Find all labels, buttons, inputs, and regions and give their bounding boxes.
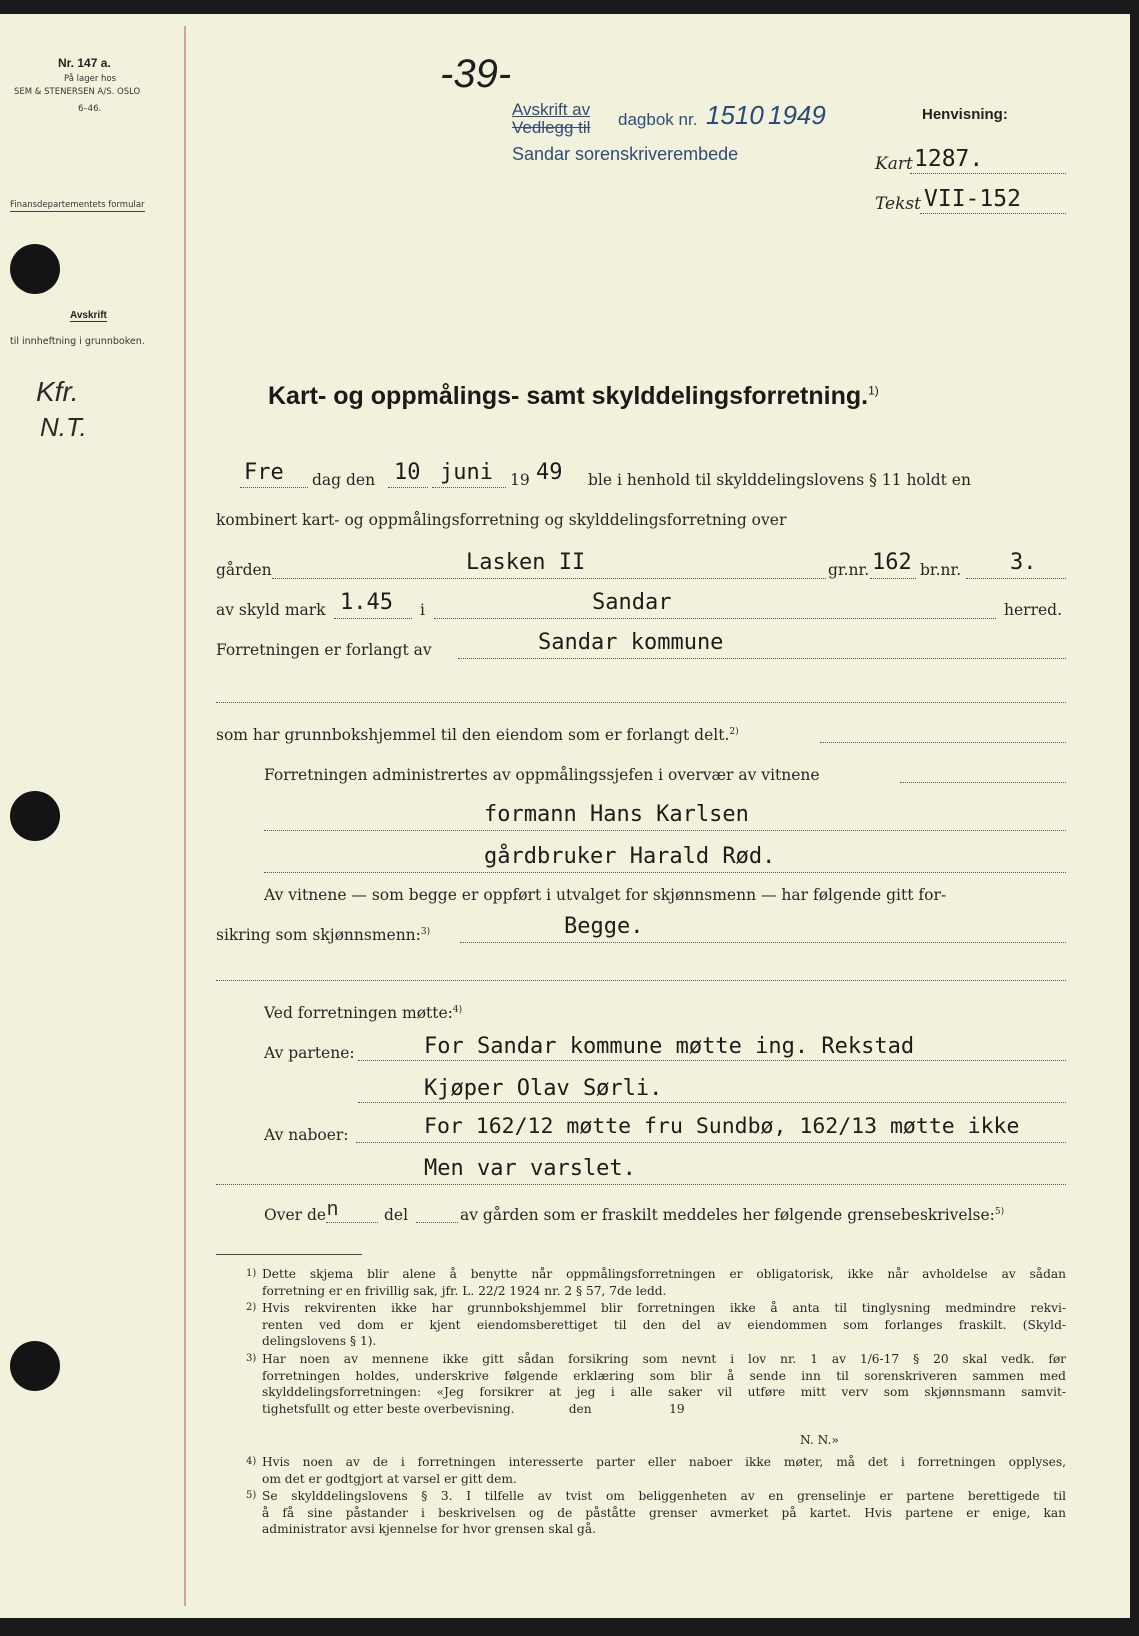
footnote-3-signature-text: N. N.» <box>800 1433 839 1447</box>
present-label-text: Ved forretningen møtte: <box>264 1004 453 1022</box>
publisher-line2: SEM & STENERSEN A/S. OSLO <box>14 87 141 97</box>
farm-label: gården <box>216 561 272 579</box>
administered-fill <box>900 782 1066 783</box>
weekday-prefix: Fre <box>244 460 284 485</box>
grunnbok-fill <box>820 742 1066 743</box>
stamp-struck-a: Avskrift av <box>512 100 591 119</box>
footnote-5 <box>246 1488 1066 1538</box>
stamp-year: 1949 <box>768 100 826 130</box>
month-value: juni <box>440 460 493 485</box>
del-line <box>416 1222 458 1223</box>
reference-heading: Henvisning: <box>922 106 1008 123</box>
brnr-value: 3. <box>1010 550 1037 575</box>
witness-line1: Av vitnene — som begge er oppført i utvalget for skjønnsmenn — har følgende gitt for- <box>264 886 947 904</box>
stamp-journal-label: dagbok nr. <box>618 110 698 129</box>
footnote-1-line2: forretning er en frivillig sak, jfr. L. 22/2 1924 nr. 2 § 57, 7de ledd. <box>262 1283 667 1298</box>
footnote-3-line1: Har noen av mennene ikke gitt sådan forsikring som nevnt i lov nr. 1 av 1/6-17 § 20 skal vedk. før <box>262 1352 1066 1366</box>
neighbours-label: Av naboer: <box>264 1126 349 1144</box>
over-note: 5) <box>994 1206 1005 1217</box>
line2: kombinert kart- og oppmålingsforretning og skylddelingsforretning over <box>216 511 787 529</box>
copy-label: Avskrift <box>70 310 107 321</box>
footnote-3-signature <box>800 1432 880 1449</box>
neighbours2: Men var varslet. <box>424 1156 636 1181</box>
herred-label: herred. <box>1004 601 1062 619</box>
witness-line2 <box>216 926 430 944</box>
sworn-line2 <box>216 980 1066 981</box>
herred-line <box>434 618 996 619</box>
tekst-label: Tekst <box>875 194 921 214</box>
footnote-2-num: 2) <box>246 1302 257 1313</box>
publisher-line1: På lager hos <box>64 74 117 84</box>
parties2: Kjøper Olav Sørli. <box>424 1076 663 1101</box>
witness2-line <box>264 872 1066 873</box>
margin-note-line2: N.T. <box>40 412 87 442</box>
kart-label: Kart <box>875 154 913 174</box>
witness-line2-text: sikring som skjønnsmenn: <box>216 926 421 944</box>
page-number: -39- <box>440 52 512 96</box>
brnr-label: br.nr. <box>920 561 962 579</box>
footnote-3-line2: forretningen holdes, underskrive følgende erklæring som blir å sende inn til sorenskriveren sammen med <box>262 1368 1066 1383</box>
over-rest-text: av gården som er fraskilt meddeles her følgende grensebeskrivelse: <box>460 1206 995 1224</box>
i-label: i <box>420 601 425 619</box>
parties1: For Sandar kommune møtte ing. Rekstad <box>424 1034 915 1059</box>
footnote-3 <box>246 1351 1066 1417</box>
margin-note-line1: Kfr. <box>36 376 79 407</box>
stamp-journal-number: 1510 <box>706 100 764 130</box>
footnote-4 <box>246 1454 1066 1487</box>
tekst-value: VII-152 <box>924 186 1021 212</box>
punch-hole-top <box>10 244 60 294</box>
title-note: 1) <box>868 383 879 398</box>
document-title <box>268 382 879 411</box>
herred-name: Sandar <box>592 590 672 615</box>
witness1: formann Hans Karlsen <box>484 802 749 827</box>
footnote-4-line1: Hvis noen av de i forretningen interesserte parter eller naboer ikke møter, må det i forretningen opplyses, <box>262 1455 1066 1469</box>
document-page <box>0 14 1130 1618</box>
day-word: dag den <box>312 471 376 489</box>
month-line <box>432 487 506 488</box>
present-label <box>264 1004 462 1022</box>
witness-note: 3) <box>420 926 431 937</box>
grunnbok-text: som har grunnbokshjemmel til den eiendom som er forlangt delt. <box>216 726 730 744</box>
form-number: Nr. 147 a. <box>58 56 111 70</box>
skyld-label: av skyld mark <box>216 601 326 619</box>
footnote-rule <box>216 1254 362 1255</box>
grnr-value: 162 <box>872 550 912 575</box>
del-label: del <box>384 1206 409 1224</box>
footnote-5-line3: administrator avsi kjennelse for hvor grensen skal gå. <box>262 1522 596 1536</box>
kart-value: 1287. <box>914 146 984 172</box>
footnote-5-line2: å få sine påstander i beskrivelsen og de påståtte grenser avmerket på kartet. Hvis partene er enige, kan <box>262 1505 1066 1520</box>
sworn-value: Begge. <box>564 914 644 939</box>
footnote-3-num: 3) <box>246 1353 257 1364</box>
administered-line: Forretningen administrertes av oppmålingssjefen i overvær av vitnene <box>264 766 820 784</box>
title-text: Kart- og oppmålings- samt skylddelingsforretning. <box>268 382 869 410</box>
day-value: 10 <box>394 460 421 485</box>
requested-label: Forretningen er forlangt av <box>216 641 432 659</box>
grnr-line <box>870 578 916 579</box>
form-edition: 6–46. <box>78 104 102 114</box>
grunnbok-note: 2) <box>729 726 739 737</box>
parties2-line <box>358 1102 1066 1103</box>
line1-rest: ble i henhold til skylddelingslovens § 11 holdt en <box>588 471 971 489</box>
over-fill: n <box>327 1198 339 1220</box>
footnote-1-line1: Dette skjema blir alene å benytte når oppmålingsforretningen er obligatorisk, ikke når avholdelse av sådan <box>262 1267 1066 1281</box>
footnote-1 <box>246 1266 1066 1299</box>
brnr-line <box>966 578 1066 579</box>
witness1-line <box>264 830 1066 831</box>
footnote-4-line2: om det er godtgjort at varsel er gitt dem. <box>262 1471 517 1486</box>
grnr-label: gr.nr. <box>828 561 870 579</box>
weekday-line <box>240 487 308 488</box>
copy-purpose: til innheftning i grunnboken. <box>10 336 145 347</box>
requested-line2 <box>216 702 1066 703</box>
tekst-line <box>920 213 1066 214</box>
parties-label: Av partene: <box>264 1044 355 1062</box>
footnote-2-line3: delingslovens § 1). <box>262 1334 377 1348</box>
neighbours2-line <box>216 1184 1066 1185</box>
requested-line <box>458 658 1066 659</box>
footnote-5-line1: Se skylddelingslovens § 3. I tilfelle av tvist om beliggenheten av en grenselinje er partene berettigede til <box>262 1489 1066 1503</box>
grunnbok-line <box>216 726 739 744</box>
parties1-line <box>358 1060 1066 1061</box>
over-label: Over de <box>264 1206 327 1224</box>
footnote-1-num: 1) <box>246 1268 257 1279</box>
margin-rule <box>184 26 186 1606</box>
skyld-line <box>334 618 412 619</box>
footnote-3-line4: tighetsfullt og etter beste overbevisning. den 19 <box>262 1401 685 1416</box>
footnote-2 <box>246 1300 1066 1350</box>
day-line <box>388 487 428 488</box>
witness2: gårdbruker Harald Rød. <box>484 844 776 869</box>
punch-hole-middle <box>10 791 60 841</box>
year-suffix: 49 <box>536 460 563 485</box>
footnote-2-line2: renten ved dom er kjent eiendomsberettiget til den del av eiendommen som forlanges fraskilt. (Skyld- <box>262 1317 1066 1332</box>
footnote-4-num: 4) <box>246 1456 257 1467</box>
farm-line <box>272 578 826 579</box>
requested-by: Sandar kommune <box>538 630 724 655</box>
punch-hole-bottom <box>10 1341 60 1391</box>
stamp-struck-b: Vedlegg til <box>512 118 591 137</box>
over-line <box>326 1222 378 1223</box>
footnote-2-line1: Hvis rekvirenten ikke har grunnbokshjemmel blir forretningen ikke å anta til tinglysning medmindre rekvi- <box>262 1301 1066 1315</box>
present-note: 4) <box>452 1004 463 1015</box>
footnote-3-line3: skylddelingsforretningen: «Jeg forsikrer at jeg i alle saker vil utføre mitt verv som skjønnsmann samvit- <box>262 1385 1066 1399</box>
skyld-value: 1.45 <box>340 590 393 615</box>
sworn-line <box>460 942 1066 943</box>
over-rest <box>460 1206 1004 1224</box>
neighbours1-line <box>356 1142 1066 1143</box>
dept-form: Finansdepartementets formular <box>10 200 145 210</box>
farm-name: Lasken II <box>466 550 586 575</box>
year-prefix: 19 <box>510 471 530 489</box>
stamp-office: Sandar sorenskriverembede <box>512 144 739 164</box>
footnote-5-num: 5) <box>246 1490 257 1501</box>
kart-line <box>910 173 1066 174</box>
neighbours1: For 162/12 møtte fru Sundbø, 162/13 møtte ikke <box>424 1114 1020 1139</box>
